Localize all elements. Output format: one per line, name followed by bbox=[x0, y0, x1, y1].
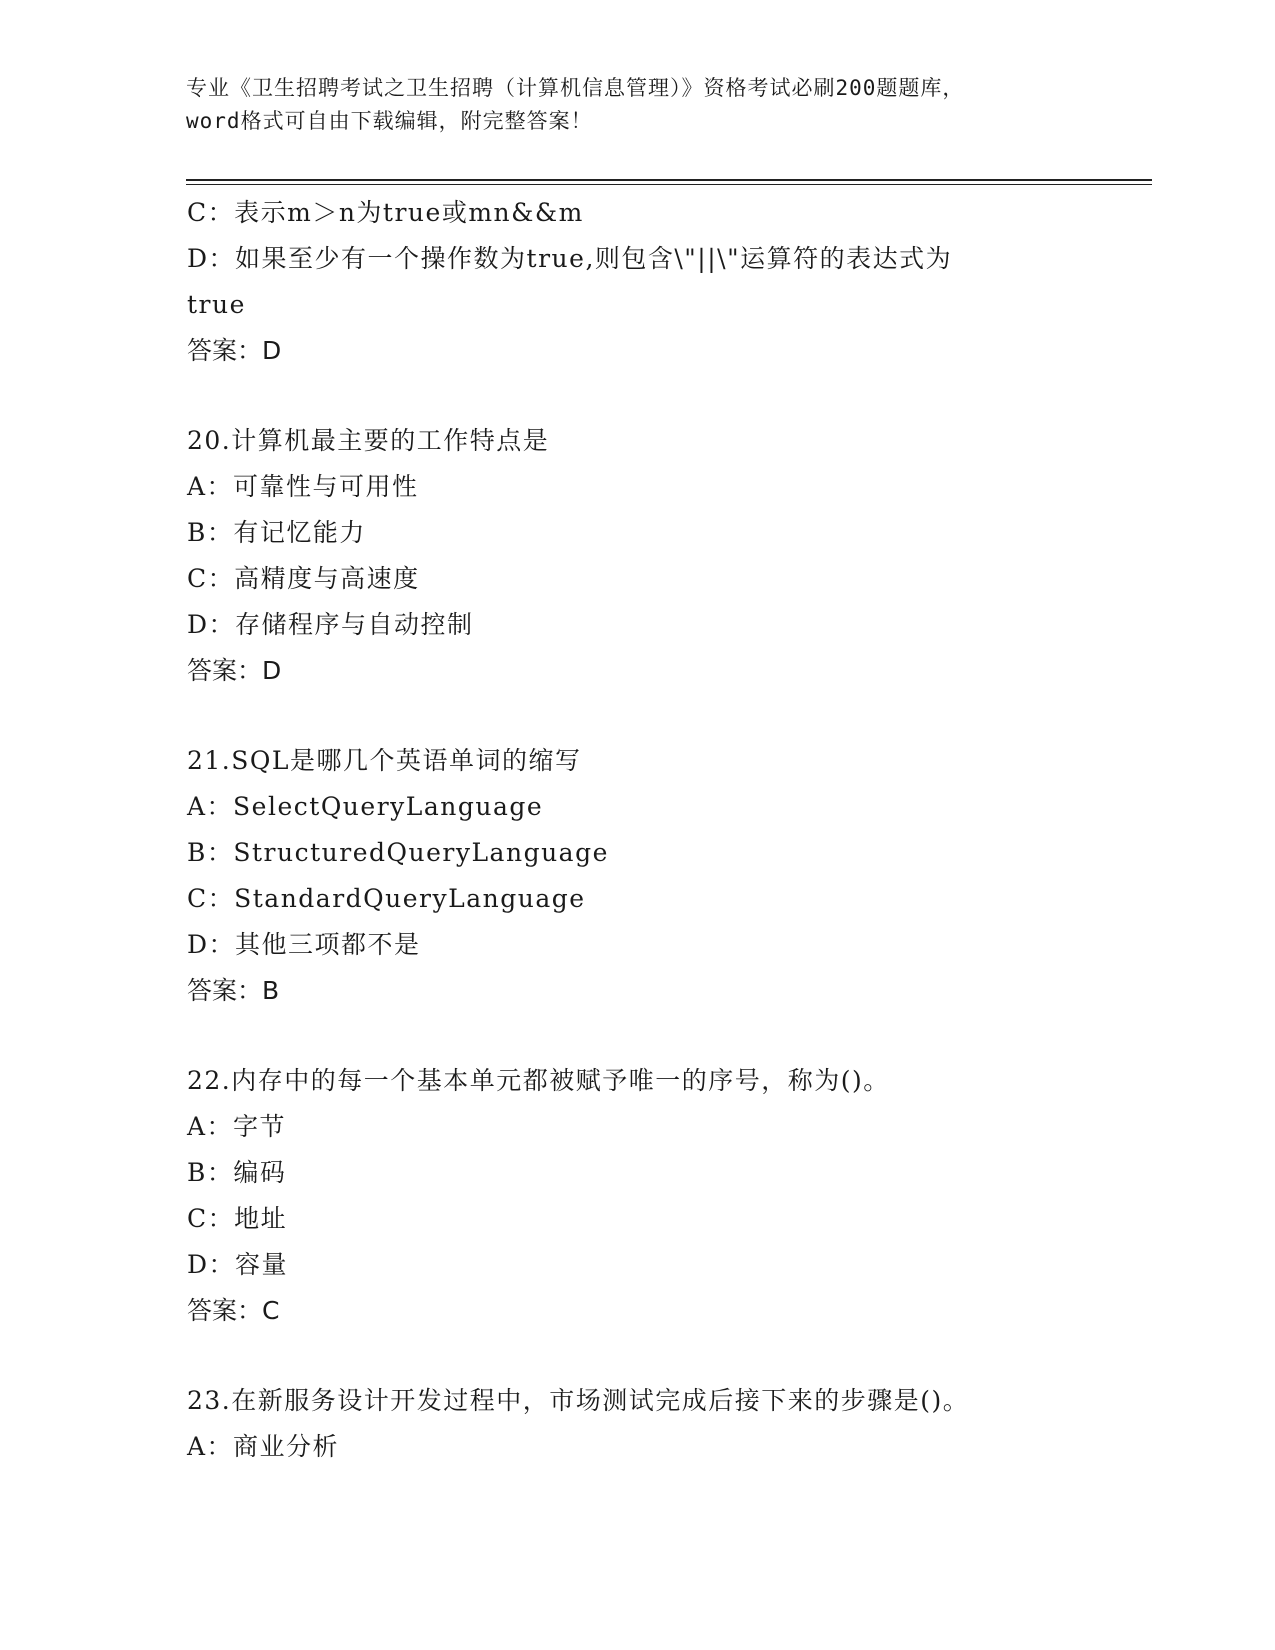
question-stem: 21.SQL是哪几个英语单词的缩写 bbox=[187, 746, 582, 775]
option-b: B：StructuredQueryLanguage bbox=[187, 838, 609, 867]
question-stem: 23.在新服务设计开发过程中，市场测试完成后接下来的步骤是()。 bbox=[187, 1386, 970, 1415]
option-a: A：SelectQueryLanguage bbox=[187, 792, 544, 821]
answer: 答案：D bbox=[187, 336, 282, 365]
option-d-wrap: true bbox=[187, 290, 246, 319]
header-line-2: word格式可自由下载编辑，附完整答案！ bbox=[186, 109, 593, 133]
option-c: C：地址 bbox=[187, 1204, 288, 1233]
option-d: D：容量 bbox=[187, 1250, 289, 1279]
option-a: A：商业分析 bbox=[187, 1432, 340, 1461]
option-d: D：存储程序与自动控制 bbox=[187, 610, 474, 639]
option-a: A：可靠性与可用性 bbox=[187, 472, 419, 501]
option-b: B：编码 bbox=[187, 1158, 287, 1187]
option-c: C：StandardQueryLanguage bbox=[187, 884, 586, 913]
option-a: A：字节 bbox=[187, 1112, 287, 1141]
document-header bbox=[186, 72, 1086, 138]
question-23 bbox=[187, 1378, 1147, 1470]
question-list bbox=[187, 190, 1147, 1470]
question-stem: 20.计算机最主要的工作特点是 bbox=[187, 426, 550, 455]
option-d: D：其他三项都不是 bbox=[187, 930, 421, 959]
question-20 bbox=[187, 418, 1147, 694]
option-c: C：表示m＞n为true或mn&&m bbox=[187, 198, 584, 227]
question-21 bbox=[187, 738, 1147, 1014]
header-divider-top bbox=[186, 179, 1152, 181]
option-d: D：如果至少有一个操作数为true,则包含\"||\"运算符的表达式为 bbox=[187, 244, 953, 273]
question-22 bbox=[187, 1058, 1147, 1334]
answer: 答案：D bbox=[187, 656, 282, 685]
answer: 答案：B bbox=[187, 976, 280, 1005]
question-stem: 22.内存中的每一个基本单元都被赋予唯一的序号，称为()。 bbox=[187, 1066, 890, 1095]
header-line-1: 专业《卫生招聘考试之卫生招聘（计算机信息管理）》资格考试必刷200题题库， bbox=[186, 76, 965, 100]
header-divider-bottom bbox=[186, 184, 1152, 185]
option-c: C：高精度与高速度 bbox=[187, 564, 420, 593]
option-b: B：有记忆能力 bbox=[187, 518, 366, 547]
answer: 答案：C bbox=[187, 1296, 280, 1325]
question-19-continuation bbox=[187, 190, 1147, 374]
